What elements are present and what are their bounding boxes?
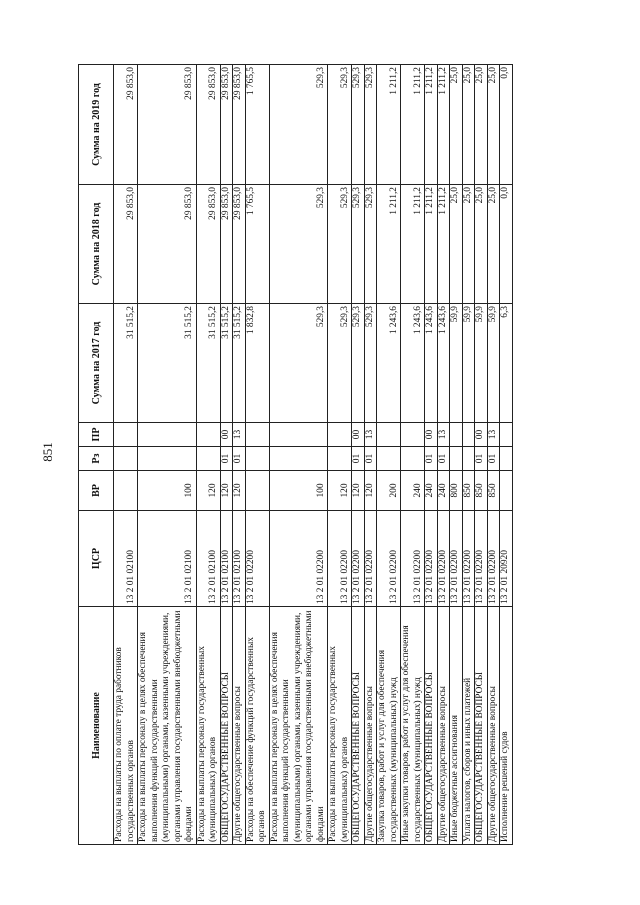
row-pr: [269, 423, 328, 447]
row-sum-2019: 25,0: [487, 65, 500, 185]
row-sum-2019: 1 211,2: [377, 65, 401, 185]
row-rz: [138, 447, 197, 471]
row-sum-2019: 25,0: [462, 65, 475, 185]
row-sum-2017: 1 243,6: [401, 304, 425, 423]
header-rz: Рз: [79, 447, 114, 471]
row-sum-2019: 1 211,2: [425, 65, 438, 185]
row-rz: 01: [352, 447, 365, 471]
row-csr: 13 2 01 02200: [487, 511, 500, 607]
header-csr: ЦСР: [79, 511, 114, 607]
budget-table: [78, 64, 513, 845]
row-sum-2018: 29 853,0: [220, 185, 233, 304]
row-sum-2019: 29 853,0: [233, 65, 246, 185]
row-name: Расходы на обеспечение функций государственных органов: [245, 607, 269, 845]
row-vr: [245, 471, 269, 511]
table-row: [114, 65, 138, 845]
row-sum-2019: 29 853,0: [220, 65, 233, 185]
row-csr: 13 2 01 02200: [377, 511, 401, 607]
row-name: Расходы на выплаты персоналу в целях обеспечения выполнения функций государственными (муниципальными) органами, казенными учреждениями, органами управления государственными внебюджетными фондами: [138, 607, 197, 845]
row-csr: 13 2 01 02100: [196, 511, 220, 607]
row-name: ОБЩЕГОСУДАРСТВЕННЫЕ ВОПРОСЫ: [425, 607, 438, 845]
row-pr: 13: [233, 423, 246, 447]
row-pr: [138, 423, 197, 447]
row-pr: [196, 423, 220, 447]
table-row: [500, 65, 513, 845]
row-csr: 13 2 01 20920: [500, 511, 513, 607]
row-sum-2017: 529,3: [364, 304, 377, 423]
row-rz: [462, 447, 475, 471]
header-name: Наименование: [79, 607, 114, 845]
row-vr: 800: [450, 471, 463, 511]
row-sum-2018: 29 853,0: [138, 185, 197, 304]
row-csr: 13 2 01 02200: [269, 511, 328, 607]
row-sum-2019: 1 211,2: [401, 65, 425, 185]
row-csr: 13 2 01 02100: [138, 511, 197, 607]
row-rz: 01: [364, 447, 377, 471]
row-vr: [500, 471, 513, 511]
row-rz: [500, 447, 513, 471]
row-rz: 01: [487, 447, 500, 471]
row-rz: 01: [475, 447, 488, 471]
row-sum-2017: 1 243,6: [377, 304, 401, 423]
row-rz: [401, 447, 425, 471]
row-sum-2019: 1 211,2: [437, 65, 450, 185]
row-pr: [377, 423, 401, 447]
header-sum-2018: Сумма на 2018 год: [79, 185, 114, 304]
row-sum-2017: 59,9: [450, 304, 463, 423]
row-sum-2018: 29 853,0: [114, 185, 138, 304]
row-pr: 00: [425, 423, 438, 447]
row-sum-2019: 25,0: [450, 65, 463, 185]
row-sum-2018: 529,3: [364, 185, 377, 304]
row-rz: [196, 447, 220, 471]
row-sum-2019: 0,0: [500, 65, 513, 185]
row-rz: 01: [233, 447, 246, 471]
header-row: [79, 65, 114, 845]
row-pr: [401, 423, 425, 447]
row-vr: 120: [352, 471, 365, 511]
row-sum-2019: 529,3: [328, 65, 352, 185]
table-row: [401, 65, 425, 845]
header-vr: ВР: [79, 471, 114, 511]
row-sum-2018: 25,0: [462, 185, 475, 304]
row-csr: 13 2 01 02100: [233, 511, 246, 607]
row-sum-2017: 31 515,2: [196, 304, 220, 423]
row-vr: 120: [364, 471, 377, 511]
row-name: Другие общегосударственные вопросы: [437, 607, 450, 845]
row-csr: 13 2 01 02200: [245, 511, 269, 607]
row-csr: 13 2 01 02200: [450, 511, 463, 607]
header-sum-2017: Сумма на 2017 год: [79, 304, 114, 423]
row-sum-2017: 529,3: [352, 304, 365, 423]
table-row: [462, 65, 475, 845]
row-sum-2017: 59,9: [462, 304, 475, 423]
row-sum-2019: 29 853,0: [196, 65, 220, 185]
row-pr: 13: [487, 423, 500, 447]
table-row: [364, 65, 377, 845]
row-vr: 120: [220, 471, 233, 511]
row-pr: 13: [364, 423, 377, 447]
table-row: [269, 65, 328, 845]
page-number: 851: [40, 442, 55, 462]
row-pr: [462, 423, 475, 447]
row-rz: [269, 447, 328, 471]
row-name: Другие общегосударственные вопросы: [487, 607, 500, 845]
row-pr: 00: [220, 423, 233, 447]
row-sum-2017: 31 515,2: [220, 304, 233, 423]
table-row: [233, 65, 246, 845]
row-sum-2017: 59,9: [475, 304, 488, 423]
row-name: ОБЩЕГОСУДАРСТВЕННЫЕ ВОПРОСЫ: [475, 607, 488, 845]
row-sum-2017: 1 243,6: [425, 304, 438, 423]
row-csr: 13 2 01 02200: [475, 511, 488, 607]
table-row: [245, 65, 269, 845]
row-name: ОБЩЕГОСУДАРСТВЕННЫЕ ВОПРОСЫ: [352, 607, 365, 845]
row-sum-2018: 1 211,2: [401, 185, 425, 304]
row-pr: [500, 423, 513, 447]
row-vr: 240: [437, 471, 450, 511]
row-vr: 100: [138, 471, 197, 511]
row-sum-2019: 529,3: [269, 65, 328, 185]
row-sum-2017: 31 515,2: [233, 304, 246, 423]
row-sum-2018: 25,0: [475, 185, 488, 304]
row-sum-2018: 0,0: [500, 185, 513, 304]
table-row: [437, 65, 450, 845]
row-csr: 13 2 01 02200: [437, 511, 450, 607]
table-row: [425, 65, 438, 845]
row-sum-2017: 31 515,2: [114, 304, 138, 423]
row-rz: [377, 447, 401, 471]
row-sum-2019: 25,0: [475, 65, 488, 185]
row-csr: 13 2 01 02200: [462, 511, 475, 607]
row-sum-2017: 6,3: [500, 304, 513, 423]
row-pr: 00: [475, 423, 488, 447]
row-vr: 120: [233, 471, 246, 511]
row-sum-2017: 1 832,8: [245, 304, 269, 423]
row-rz: [450, 447, 463, 471]
row-sum-2017: 529,3: [269, 304, 328, 423]
row-vr: 850: [475, 471, 488, 511]
row-csr: 13 2 01 02100: [220, 511, 233, 607]
row-sum-2018: 529,3: [328, 185, 352, 304]
row-pr: [328, 423, 352, 447]
row-csr: 13 2 01 02200: [364, 511, 377, 607]
row-pr: [245, 423, 269, 447]
row-csr: 13 2 01 02200: [328, 511, 352, 607]
row-vr: [114, 471, 138, 511]
row-name: ОБЩЕГОСУДАРСТВЕННЫЕ ВОПРОСЫ: [220, 607, 233, 845]
row-name: Другие общегосударственные вопросы: [364, 607, 377, 845]
row-name: Уплата налогов, сборов и иных платежей: [462, 607, 475, 845]
row-name: Иные закупки товаров, работ и услуг для обеспечения государственных (муниципальных) нужд: [401, 607, 425, 845]
row-sum-2018: 1 211,2: [425, 185, 438, 304]
row-name: Расходы на выплаты по оплате труда работников государственных органов: [114, 607, 138, 845]
row-sum-2018: 29 853,0: [196, 185, 220, 304]
row-sum-2018: 25,0: [487, 185, 500, 304]
row-name: Расходы на выплаты персоналу государственных (муниципальных) органов: [328, 607, 352, 845]
row-sum-2017: 31 515,2: [138, 304, 197, 423]
row-rz: 01: [425, 447, 438, 471]
row-name: Исполнение решений судов: [500, 607, 513, 845]
row-pr: [450, 423, 463, 447]
row-sum-2017: 59,9: [487, 304, 500, 423]
row-sum-2018: 25,0: [450, 185, 463, 304]
row-pr: 13: [437, 423, 450, 447]
row-vr: 240: [425, 471, 438, 511]
row-vr: 850: [487, 471, 500, 511]
row-sum-2018: 1 211,2: [437, 185, 450, 304]
row-name: Другие общегосударственные вопросы: [233, 607, 246, 845]
row-sum-2018: 1 765,5: [245, 185, 269, 304]
row-pr: 00: [352, 423, 365, 447]
row-vr: 100: [269, 471, 328, 511]
table-row: [138, 65, 197, 845]
row-sum-2019: 529,3: [364, 65, 377, 185]
table-row: [196, 65, 220, 845]
row-vr: 120: [196, 471, 220, 511]
row-name: Иные бюджетные ассигнования: [450, 607, 463, 845]
table-row: [450, 65, 463, 845]
row-vr: 120: [328, 471, 352, 511]
row-csr: 13 2 01 02200: [352, 511, 365, 607]
budget-table-rotated: [78, 65, 546, 845]
row-pr: [114, 423, 138, 447]
table-row: [352, 65, 365, 845]
table-row: [377, 65, 401, 845]
header-sum-2019: Сумма на 2019 год: [79, 65, 114, 185]
row-rz: 01: [220, 447, 233, 471]
row-name: Расходы на выплаты персоналу в целях обеспечения выполнения функций государственными (муниципальными) органами, казенными учреждениями, органами управления государственными внебюджетными фондами: [269, 607, 328, 845]
table-row: [487, 65, 500, 845]
table-row: [220, 65, 233, 845]
row-sum-2019: 1 765,5: [245, 65, 269, 185]
row-sum-2018: 529,3: [352, 185, 365, 304]
row-rz: [114, 447, 138, 471]
header-pr: ПР: [79, 423, 114, 447]
row-vr: 850: [462, 471, 475, 511]
row-sum-2019: 29 853,0: [114, 65, 138, 185]
row-csr: 13 2 01 02100: [114, 511, 138, 607]
row-sum-2019: 29 853,0: [138, 65, 197, 185]
row-sum-2017: 1 243,6: [437, 304, 450, 423]
row-vr: 200: [377, 471, 401, 511]
row-vr: 240: [401, 471, 425, 511]
row-sum-2018: 29 853,0: [233, 185, 246, 304]
row-sum-2018: 1 211,2: [377, 185, 401, 304]
row-rz: 01: [437, 447, 450, 471]
table-body: [114, 65, 513, 845]
row-rz: [245, 447, 269, 471]
table-row: [475, 65, 488, 845]
row-sum-2017: 529,3: [328, 304, 352, 423]
row-csr: 13 2 01 02200: [425, 511, 438, 607]
row-rz: [328, 447, 352, 471]
row-name: Закупка товаров, работ и услуг для обеспечения государственных (муниципальных) нужд: [377, 607, 401, 845]
table-row: [328, 65, 352, 845]
row-name: Расходы на выплаты персоналу государственных (муниципальных) органов: [196, 607, 220, 845]
row-sum-2018: 529,3: [269, 185, 328, 304]
row-csr: 13 2 01 02200: [401, 511, 425, 607]
row-sum-2019: 529,3: [352, 65, 365, 185]
